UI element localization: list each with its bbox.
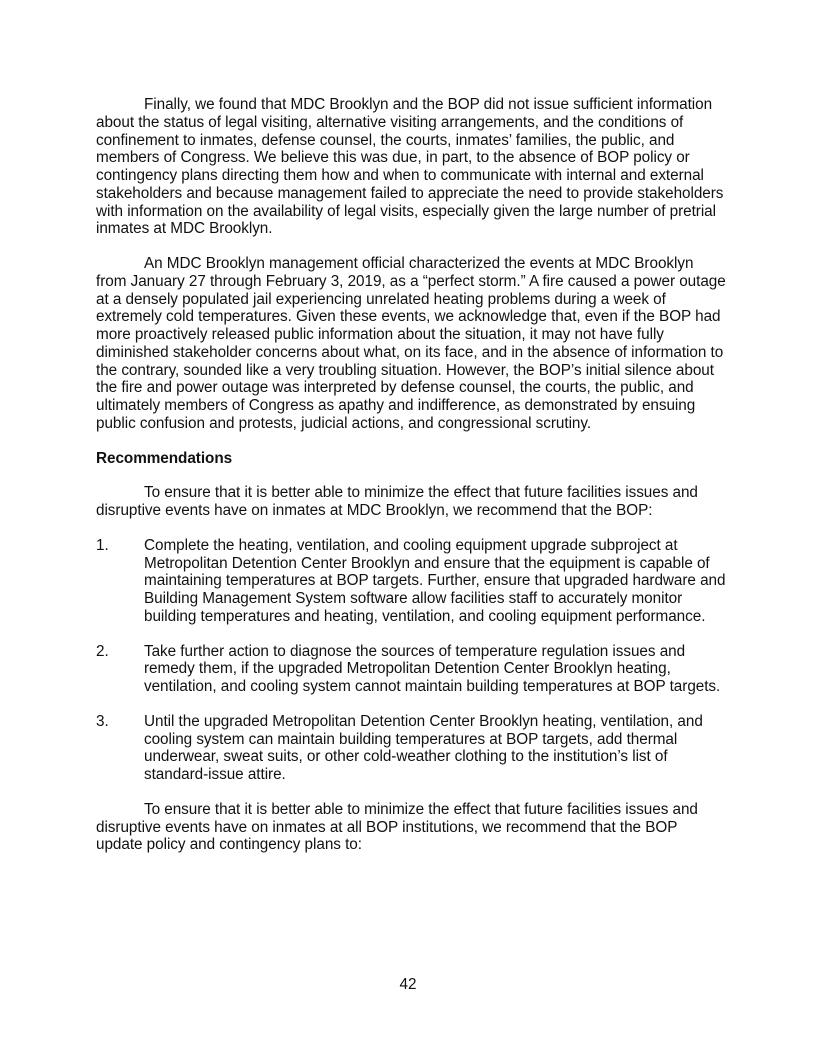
recommendation-text: Take further action to diagnose the sources of temperature regulation issues and remedy them, if the upgraded Metropolitan Detention Center Brooklyn heating, ventilation, and cooling system cannot maintain building temperatures at BOP targets. bbox=[144, 642, 721, 695]
document-page bbox=[96, 96, 726, 871]
recommendation-number: 1. bbox=[96, 536, 109, 554]
recommendation-item bbox=[96, 643, 726, 696]
page-number: 42 bbox=[399, 976, 417, 993]
paragraph-communication-findings: Finally, we found that MDC Brooklyn and the BOP did not issue sufficient information about the status of legal visiting, alternative visiting arrangements, and the conditions of confinement to inmates, defense counsel, the courts, inmates’ families, the public, and members of Congress. We believe this was due, in part, to the absence of BOP policy or contingency plans directing them how and when to communicate with internal and external stakeholders and because management failed to appreciate the need to provide stakeholders with information on the availability of legal visits, especially given the large number of pretrial inmates at MDC Brooklyn. bbox=[96, 96, 724, 238]
closing-paragraph: To ensure that it is better able to minimize the effect that future facilities issues and disruptive events have on inmates at all BOP institutions, we recommend that the BOP update policy and contingency plans to: bbox=[96, 800, 698, 854]
recommendations-intro: To ensure that it is better able to minimize the effect that future facilities issues and disruptive events have on inmates at MDC Brooklyn, we recommend that the BOP: bbox=[96, 484, 698, 519]
paragraph-perfect-storm: An MDC Brooklyn management official characterized the events at MDC Brooklyn from January 27 through February 3, 2019, as a “perfect storm.” A fire caused a power outage at a densely populated jail experiencing unrelated heating problems during a week of extremely cold temperatures. Given these events, we acknowledge that, even if the BOP had more proactively released public information about the situation, it may not have fully diminished stakeholder concerns about what, on its face, and in the absence of information to the contrary, sounded like a very troubling situation. However, the BOP’s initial silence about the fire and power outage was interpreted by defense counsel, the courts, the public, and ultimately members of Congress as apathy and indifference, as demonstrated by ensuing public confusion and protests, judicial actions, and congressional scrutiny. bbox=[96, 255, 726, 432]
recommendation-item bbox=[96, 713, 726, 784]
recommendations-list bbox=[96, 537, 726, 784]
recommendation-number: 2. bbox=[96, 642, 109, 660]
recommendation-number: 3. bbox=[96, 712, 109, 730]
section-heading-recommendations: Recommendations bbox=[96, 449, 233, 467]
recommendation-item bbox=[96, 537, 726, 626]
recommendation-text: Complete the heating, ventilation, and cooling equipment upgrade subproject at Metropolitan Detention Center Brooklyn and ensure that the equipment is capable of maintaining temperatures at BOP targets. Further, ensure that upgraded hardware and Building Management System software allow facilities staff to accurately monitor building temperatures and heating, ventilation, and cooling equipment performance. bbox=[144, 536, 726, 625]
recommendation-text: Until the upgraded Metropolitan Detention Center Brooklyn heating, ventilation, and cooling system can maintain building temperatures at BOP targets, add thermal underwear, sweat suits, or other cold-weather clothing to the institution’s list of standard-issue attire. bbox=[144, 712, 703, 783]
